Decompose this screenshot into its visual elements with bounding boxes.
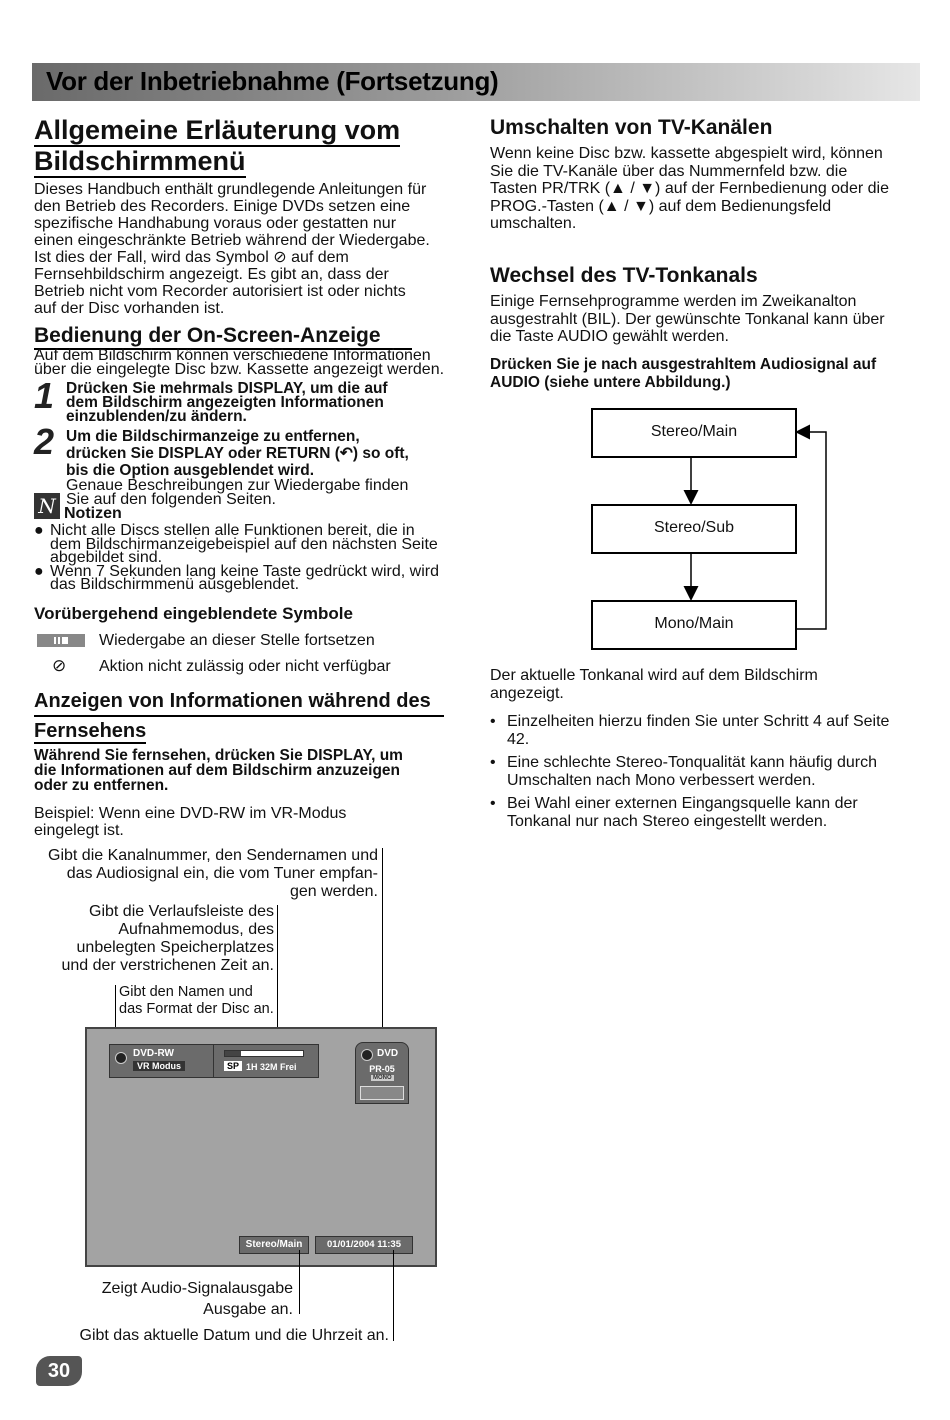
flow-arrows — [590, 400, 840, 660]
text-line: gen werden. — [289, 883, 378, 900]
text-line: Einige Fernsehprogramme werden im Zweikanalton — [490, 293, 857, 310]
tv-info-instruction — [34, 748, 403, 793]
osd-free-space: 1H 32M Frei — [246, 1062, 297, 1072]
osd-intro — [34, 349, 444, 377]
text-line: Einzelheiten hierzu finden Sie unter Schritt 4 auf Seite — [507, 713, 890, 730]
notes-title: Notizen — [64, 505, 122, 522]
list-item — [490, 795, 930, 830]
text-line: unbelegten Speicherplatzes — [76, 939, 274, 956]
disc-icon — [361, 1049, 373, 1061]
osd-channel-box — [360, 1086, 404, 1100]
text-line — [66, 445, 409, 462]
text-line: angezeigt. — [490, 684, 564, 702]
osd-progress-panel — [213, 1044, 319, 1078]
text-line: AUDIO (siehe untere Abbildung.) — [490, 374, 731, 391]
flow-box-stereo-sub: Stereo/Sub — [591, 504, 797, 554]
text-line: und der verstrichenen Zeit an. — [61, 957, 274, 974]
text-fragment: Ist dies der Fall, wird das Symbol — [34, 249, 269, 266]
text-line: Drücken Sie je nach ausgestrahltem Audiosignal auf — [490, 356, 877, 373]
callout-line — [299, 1250, 300, 1314]
text-line: ausgestrahlt (BIL). Der gewünschte Tonkanal kann über — [490, 310, 885, 328]
text-line: abgebildet sind. — [50, 549, 163, 566]
text-line: Gibt die Verlaufsleiste des — [89, 903, 274, 920]
audio-bullets — [490, 713, 930, 831]
text-line: den Betrieb des Recorders. Einige DVDs setzen eine — [34, 198, 411, 215]
title-line: Allgemeine Erläuterung vom — [34, 115, 401, 145]
callout-audio-output — [33, 1278, 293, 1320]
text-line: die Informationen auf dem Bildschirm anzuzeigen — [34, 762, 401, 779]
text-line — [34, 249, 474, 266]
step-number-2: 2 — [34, 421, 55, 462]
text-line: Auf dem Bildschirm können verschiedene Informationen — [34, 347, 431, 364]
text-line: einen eingeschränkte Betrieb während der Wiedergabe. — [34, 232, 430, 249]
text-line: das Format der Disc an. — [119, 1001, 274, 1017]
notes-icon: N — [34, 493, 60, 519]
text-line: Bei Wahl einer externen Eingangsquelle kann der — [507, 795, 858, 813]
symbol-1-text: Wiedergabe an dieser Stelle fortsetzen — [99, 632, 375, 649]
symbols-title: Vorübergehend eingeblendete Symbole — [34, 604, 353, 623]
notes-list — [34, 524, 464, 592]
bullet-icon: ● — [34, 562, 44, 580]
prohibited-icon: ⊘ — [52, 656, 67, 675]
text-line: Drücken Sie mehrmals DISPLAY, um die auf — [66, 380, 388, 397]
list-item — [34, 562, 464, 593]
callout-disc-name — [119, 984, 274, 1018]
text-line: dem Bildschirm angezeigten Informationen — [66, 394, 384, 411]
callout-line — [277, 905, 278, 1045]
step-number-1: 1 — [34, 375, 55, 416]
osd-source: DVD — [377, 1048, 399, 1059]
section-title-general — [34, 115, 400, 177]
section-title-channels: Umschalten von TV-Kanälen — [490, 116, 773, 139]
text-line: Wenn 7 Sekunden lang keine Taste gedrückt wird, wird — [50, 562, 439, 580]
header-bar — [32, 63, 920, 101]
text-line: Beispiel: Wenn eine DVD-RW im VR-Modus — [34, 805, 347, 822]
osd-datetime: 01/01/2004 11:35 — [315, 1236, 413, 1254]
text-line: Nicht alle Discs stellen alle Funktionen bereit, die in — [50, 522, 415, 539]
text-line: Umschalten nach Mono verbessert werden. — [507, 771, 816, 789]
audio-channel-paragraph — [490, 293, 930, 346]
audio-after-text — [490, 667, 930, 702]
text-line: über die eingelegte Disc bzw. Kassette angezeigt werden. — [34, 361, 445, 378]
text-line: Um die Bildschirmanzeige zu entfernen, — [66, 428, 360, 445]
text-line: spezifische Handhabung voraus oder gestatten nur — [34, 215, 397, 232]
text-fragment: ) so oft, — [352, 445, 409, 462]
text-line: dem Bildschirmanzeigebeispiel auf den nächsten Seite — [50, 535, 438, 553]
callout-channel-info — [0, 847, 378, 901]
example-text — [34, 805, 346, 839]
list-item — [34, 524, 464, 565]
callout-progress-bar — [14, 903, 274, 975]
text-line: Genaue Beschreibungen zur Wiedergabe finden — [66, 477, 409, 494]
arrow-loop-back — [796, 432, 826, 629]
page-number: 30 — [36, 1356, 82, 1386]
callout-line — [393, 1250, 394, 1341]
text-line: Eine schlechte Stereo-Tonqualität kann häufig durch — [507, 754, 878, 772]
text-line: Fernsehbildschirm angezeigt. Es gibt an, dass der — [34, 266, 389, 283]
step-1-text — [66, 382, 388, 424]
bullet-icon: ● — [34, 522, 44, 539]
disc-icon — [115, 1052, 127, 1064]
text-line: auf der Disc vorhanden ist. — [34, 300, 225, 317]
osd-record-mode: SP — [224, 1061, 242, 1071]
channels-paragraph — [490, 145, 930, 233]
prohibited-icon: ⊘ — [273, 249, 287, 266]
title-line: Bildschirmmenü — [34, 146, 246, 176]
osd-disc-panel — [109, 1044, 215, 1078]
text-line: PROG.-Tasten (▲ / ▼) auf dem Bedienungsfeld — [490, 197, 832, 215]
step-2-text — [66, 428, 409, 507]
text-line: bis die Option ausgeblendet wird. — [66, 462, 315, 479]
return-icon: ↶ — [339, 445, 353, 462]
text-line: Dieses Handbuch enthält grundlegende Anleitungen für — [34, 181, 427, 198]
text-fragment: auf dem — [291, 249, 349, 266]
callout-line — [382, 848, 383, 1043]
general-paragraph — [34, 181, 474, 317]
bullet-icon: • — [490, 713, 496, 730]
osd-channel-number: PR-05 — [369, 1064, 395, 1074]
osd-audio-badge: MONO — [373, 1075, 392, 1081]
text-line: Zeigt Audio-Signalausgabe — [101, 1280, 293, 1297]
osd-channel-panel — [355, 1042, 409, 1104]
text-line: die Taste AUDIO gewählt werden. — [490, 328, 729, 346]
text-line: umschalten. — [490, 215, 577, 233]
symbol-2-text: Aktion nicht zulässig oder nicht verfügbar — [99, 658, 391, 675]
text-line: Während Sie fernsehen, drücken Sie DISPLAY, um — [34, 747, 403, 764]
section-title-tv-info — [34, 687, 444, 745]
osd-disc-format: VR Modus — [133, 1061, 185, 1071]
text-line: Gibt die Kanalnummer, den Sendernamen und — [48, 847, 378, 864]
bullet-icon: • — [490, 795, 496, 813]
text-line: Sie die TV-Kanäle über das Nummernfeld bzw. die — [490, 162, 848, 180]
text-line: einzublenden/zu ändern. — [66, 408, 247, 425]
resume-icon-glyph — [37, 634, 85, 647]
text-line: Wenn keine Disc bzw. kassette abgespielt wird, können — [490, 145, 883, 162]
osd-progress-bar — [224, 1050, 304, 1057]
text-line: Sie auf den folgenden Seiten. — [66, 491, 276, 508]
text-line: Tasten PR/TRK (▲ / ▼) auf der Fernbedienung oder die — [490, 180, 889, 198]
text-line: das Bildschirmmenü ausgeblendet. — [50, 576, 300, 593]
flow-box-stereo-main: Stereo/Main — [591, 408, 797, 458]
text-line: Tonkanal nur nach Stereo eingestellt werden. — [507, 812, 828, 830]
page-header-title: Vor der Inbetriebnahme (Fortsetzung) — [46, 66, 499, 96]
resume-icon — [37, 634, 85, 647]
callout-datetime: Gibt das aktuelle Datum und die Uhrzeit an. — [79, 1327, 389, 1344]
title-line: Anzeigen von Informationen während des — [34, 687, 444, 717]
title-line: Fernsehens — [34, 720, 147, 742]
text-line: 42. — [507, 730, 530, 748]
text-line: Ausgabe an. — [203, 1301, 293, 1318]
audio-instruction — [490, 356, 930, 392]
osd-progress-fill — [225, 1051, 241, 1056]
text-line: Betrieb nicht vom Recorder autorisiert ist oder nichts — [34, 283, 406, 300]
osd-audio-output: Stereo/Main — [239, 1236, 309, 1254]
list-item — [490, 713, 930, 748]
text-line: eingelegt ist. — [34, 822, 124, 839]
bullet-icon: • — [490, 754, 496, 772]
text-line: oder zu entfernen. — [34, 777, 169, 794]
tv-screen-illustration — [85, 1027, 437, 1267]
section-title-audio-channel: Wechsel des TV-Tonkanals — [490, 264, 758, 287]
text-line: das Audiosignal ein, die vom Tuner empfan- — [66, 865, 378, 882]
section-title-osd: Bedienung der On-Screen-Anzeige — [34, 323, 412, 350]
flow-box-mono-main: Mono/Main — [591, 600, 797, 650]
osd-disc-name: DVD-RW — [133, 1048, 174, 1059]
text-fragment: drücken Sie DISPLAY oder RETURN ( — [66, 445, 340, 462]
text-line: Gibt den Namen und — [119, 984, 253, 1000]
text-line: Aufnahmemodus, des — [118, 921, 274, 938]
text-line: Der aktuelle Tonkanal wird auf dem Bildschirm — [490, 667, 818, 684]
list-item — [490, 754, 930, 789]
